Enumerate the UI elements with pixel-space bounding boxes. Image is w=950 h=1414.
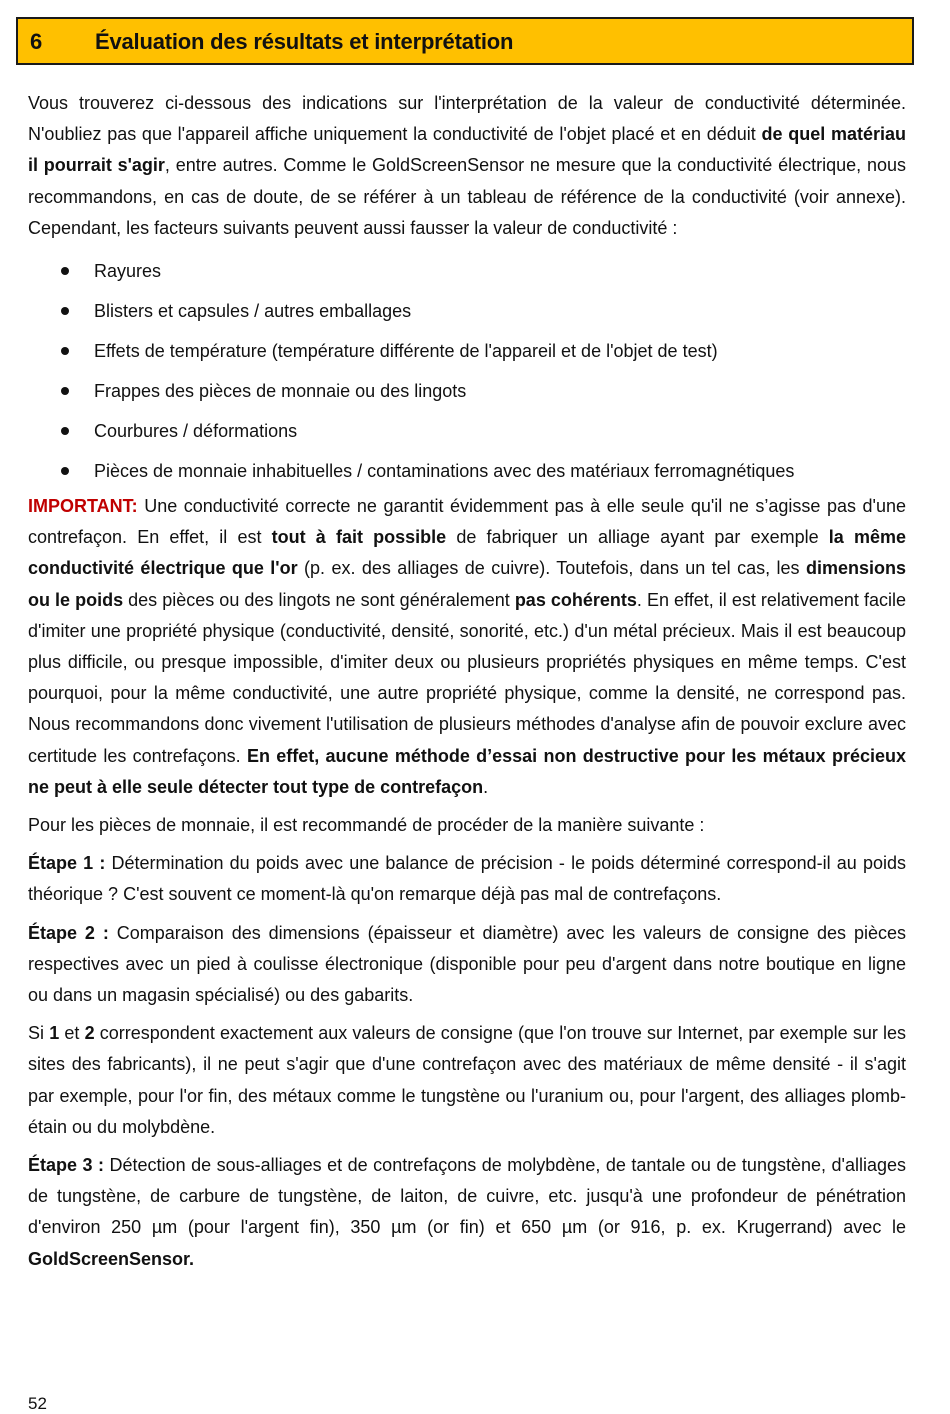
match-bold-2: 2 xyxy=(84,1023,95,1044)
important-bold-3: dimensions ou le poids xyxy=(28,558,906,610)
step-3-label: Étape 3 : xyxy=(28,1155,105,1176)
list-item-text: Effets de température (température différente de l'appareil et de l'objet de test) xyxy=(94,341,718,362)
intro-text-1: Vous trouverez ci-dessous des indications sur l'interprétation de la valeur de conductivité déterminée. N'oubliez pas que l'appareil affiche uniquement la conductivité de l'objet placé et en déduit xyxy=(28,93,906,145)
section-title: Évaluation des résultats et interprétation xyxy=(95,29,514,54)
important-bold-5: En effet, aucune méthode d’essai non destructive pour les métaux précieux ne peut à elle seule détecter tout type de contrefaçon xyxy=(28,745,906,797)
list-item-text: Courbures / déformations xyxy=(94,421,298,442)
intro-paragraph xyxy=(28,88,906,244)
step-1-text: Détermination du poids avec une balance de précision - le poids déterminé correspond-il au poids théorique ? C'est souvent ce moment-là qu'on remarque déjà pas mal de contrefaçons. xyxy=(28,853,906,905)
intro-bold-1: de quel matériau il pourrait s'agir xyxy=(28,124,906,176)
important-bold-1: tout à fait possible xyxy=(271,527,447,548)
bullet-icon xyxy=(61,307,69,315)
important-text-6: . xyxy=(483,776,489,797)
bullet-icon xyxy=(61,387,69,395)
important-text-3: (p. ex. des alliages de cuivre). Toutefois, dans un tel cas, les xyxy=(297,558,806,579)
bullet-icon xyxy=(61,427,69,435)
step-3-text: Détection de sous-alliages et de contrefaçons de molybdène, de tantale ou de tungstène, d'alliages de tungstène, de carbure de tungstène, de laiton, de cuivre, etc. jusqu'à une profondeur de pénétration d'environ 250 µm (pour l'argent fin), 350 µm (or fin) et 650 µm (or 916, p. ex. Krugerrand) avec le xyxy=(28,1155,906,1238)
important-bold-2: la même conductivité électrique que l'or xyxy=(28,527,906,579)
list-item-text: Blisters et capsules / autres emballages xyxy=(94,301,412,322)
list-item xyxy=(28,331,906,371)
list-item xyxy=(28,251,906,291)
bullet-icon xyxy=(61,267,69,275)
important-text-1: Une conductivité correcte ne garantit évidemment pas à elle seule qu'il ne s’agisse pas d'une contrefaçon. En effet, il est xyxy=(28,496,906,548)
match-paragraph xyxy=(28,1018,906,1143)
important-text-5: . En effet, il est relativement facile d'imiter une propriété physique (conductivité, densité, sonorité, etc.) d'un métal précieux. Mais il est beaucoup plus difficile, ou presque impossible, d'imiter deux ou plusieurs propriétés physiques en même temps. C'est pourquoi, pour la même conductivité, une autre propriété physique, comme la densité, ne correspond pas. Nous recommandons donc vivement l'utilisation de plusieurs méthodes d'analyse afin de pouvoir exclure avec certitude les contrefaçons. xyxy=(28,589,906,766)
match-text-3: correspondent exactement aux valeurs de consigne (que l'on trouve sur Internet, par exemple sur les sites des fabricants), il ne peut s'agir que d'une contrefaçon avec des matériaux de même densité - il s'agit par exemple, pour l'or fin, des métaux comme le tungstène ou l'uranium ou, pour l'argent, des alliages plomb-étain ou du molybdène. xyxy=(28,1023,907,1137)
coins-intro-paragraph: Pour les pièces de monnaie, il est recommandé de procéder de la manière suivante : xyxy=(28,815,705,836)
important-bold-4: pas cohérents xyxy=(514,589,637,610)
step-2-label: Étape 2 : xyxy=(28,922,109,943)
important-text-2: de fabriquer un alliage ayant par exemple xyxy=(446,527,829,548)
list-item xyxy=(28,371,906,411)
list-item xyxy=(28,291,906,331)
step-1-label: Étape 1 : xyxy=(28,853,106,874)
important-paragraph xyxy=(28,491,906,803)
intro-text-2: , entre autres. Comme le GoldScreenSensor ne mesure que la conductivité électrique, nous recommandons, en cas de doute, de se référer à un tableau de référence de la conductivité (voir annexe). Cependant, les facteurs suivants peuvent aussi fausser la valeur de conductivité : xyxy=(28,155,906,238)
bullet-icon xyxy=(61,347,69,355)
section-heading xyxy=(16,17,914,65)
match-bold-1: 1 xyxy=(49,1023,60,1044)
match-text-1: Si xyxy=(28,1023,50,1044)
product-name: GoldScreenSensor. xyxy=(28,1248,195,1269)
step-1-paragraph xyxy=(28,848,906,910)
step-3-paragraph xyxy=(28,1150,906,1275)
list-item xyxy=(28,451,906,491)
match-text-2: et xyxy=(59,1023,85,1044)
list-item xyxy=(28,411,906,451)
important-text-4: des pièces ou des lingots ne sont généralement xyxy=(123,589,515,610)
list-item-text: Rayures xyxy=(94,261,162,282)
bullet-icon xyxy=(61,467,69,475)
list-item-text: Frappes des pièces de monnaie ou des lingots xyxy=(94,381,467,402)
step-2-text: Comparaison des dimensions (épaisseur et diamètre) avec les valeurs de consigne des pièces respectives avec un pied à coulisse électronique (disponible pour peu d'argent dans notre boutique en ligne ou dans un magasin spécialisé) ou des gabarits. xyxy=(28,922,906,1006)
section-number: 6 xyxy=(30,29,43,54)
important-label: IMPORTANT: xyxy=(28,496,138,517)
page-content xyxy=(28,88,906,1282)
list-item-text: Pièces de monnaie inhabituelles / contaminations avec des matériaux ferromagnétiques xyxy=(94,461,795,482)
page-number: 52 xyxy=(28,1394,47,1413)
factor-list xyxy=(28,251,906,491)
step-2-paragraph xyxy=(28,918,906,1012)
